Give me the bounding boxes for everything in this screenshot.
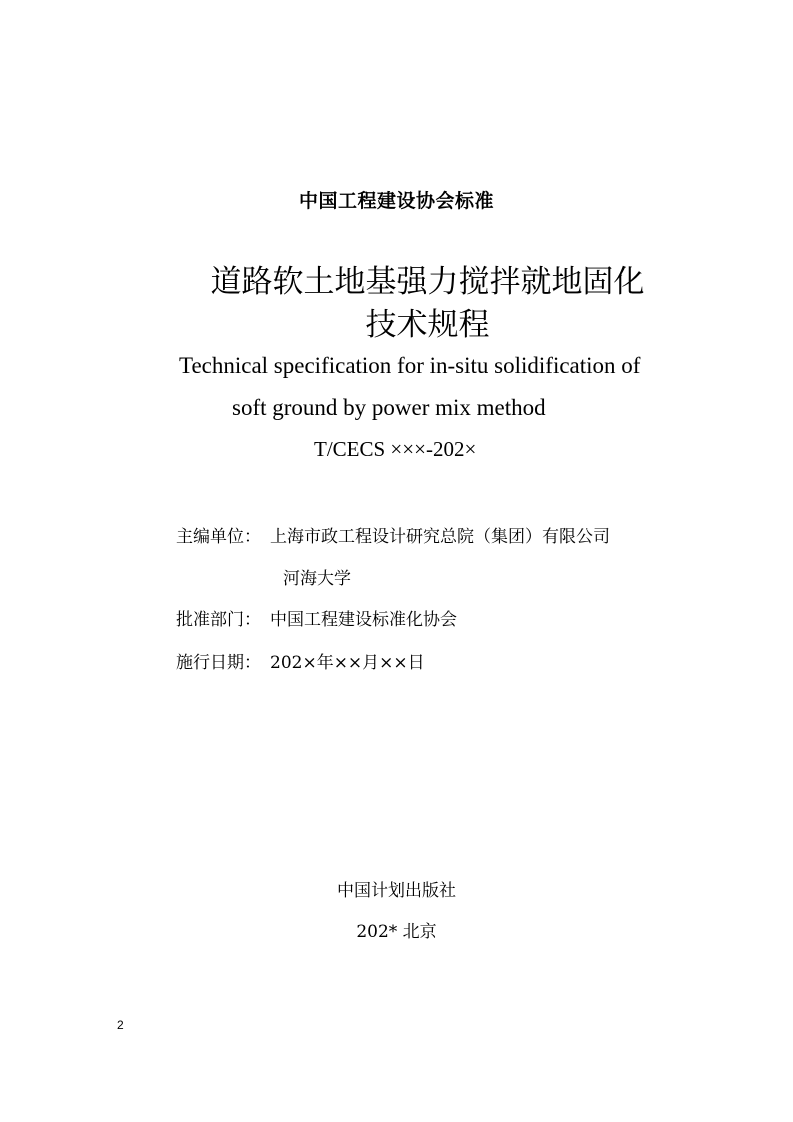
editor-org-1: 上海市政工程设计研究总院（集团）有限公司 bbox=[270, 527, 610, 547]
publication-year-place: 202* 北京 bbox=[356, 922, 437, 942]
standard-code: T/CECS ×××-202× bbox=[314, 437, 477, 461]
page-number: 2 bbox=[117, 1018, 124, 1032]
publisher: 中国计划出版社 bbox=[337, 881, 456, 901]
title-english-line-1: Technical specification for in-situ solidification of bbox=[179, 353, 641, 378]
effective-date-label: 施行日期： bbox=[176, 653, 261, 673]
approve-dept: 中国工程建设标准化协会 bbox=[270, 610, 457, 630]
approve-label: 批准部门： bbox=[176, 610, 261, 630]
title-chinese-line-1: 道路软土地基强力搅拌就地固化 bbox=[210, 264, 645, 300]
title-english-line-2: soft ground by power mix method bbox=[232, 395, 546, 420]
title-chinese-line-2: 技术规程 bbox=[365, 307, 490, 343]
effective-date: 202×年××月××日 bbox=[270, 653, 425, 673]
editor-org-2: 河海大学 bbox=[283, 569, 351, 589]
org-standard-heading: 中国工程建设协会标准 bbox=[298, 190, 494, 212]
editor-label: 主编单位： bbox=[176, 527, 261, 547]
